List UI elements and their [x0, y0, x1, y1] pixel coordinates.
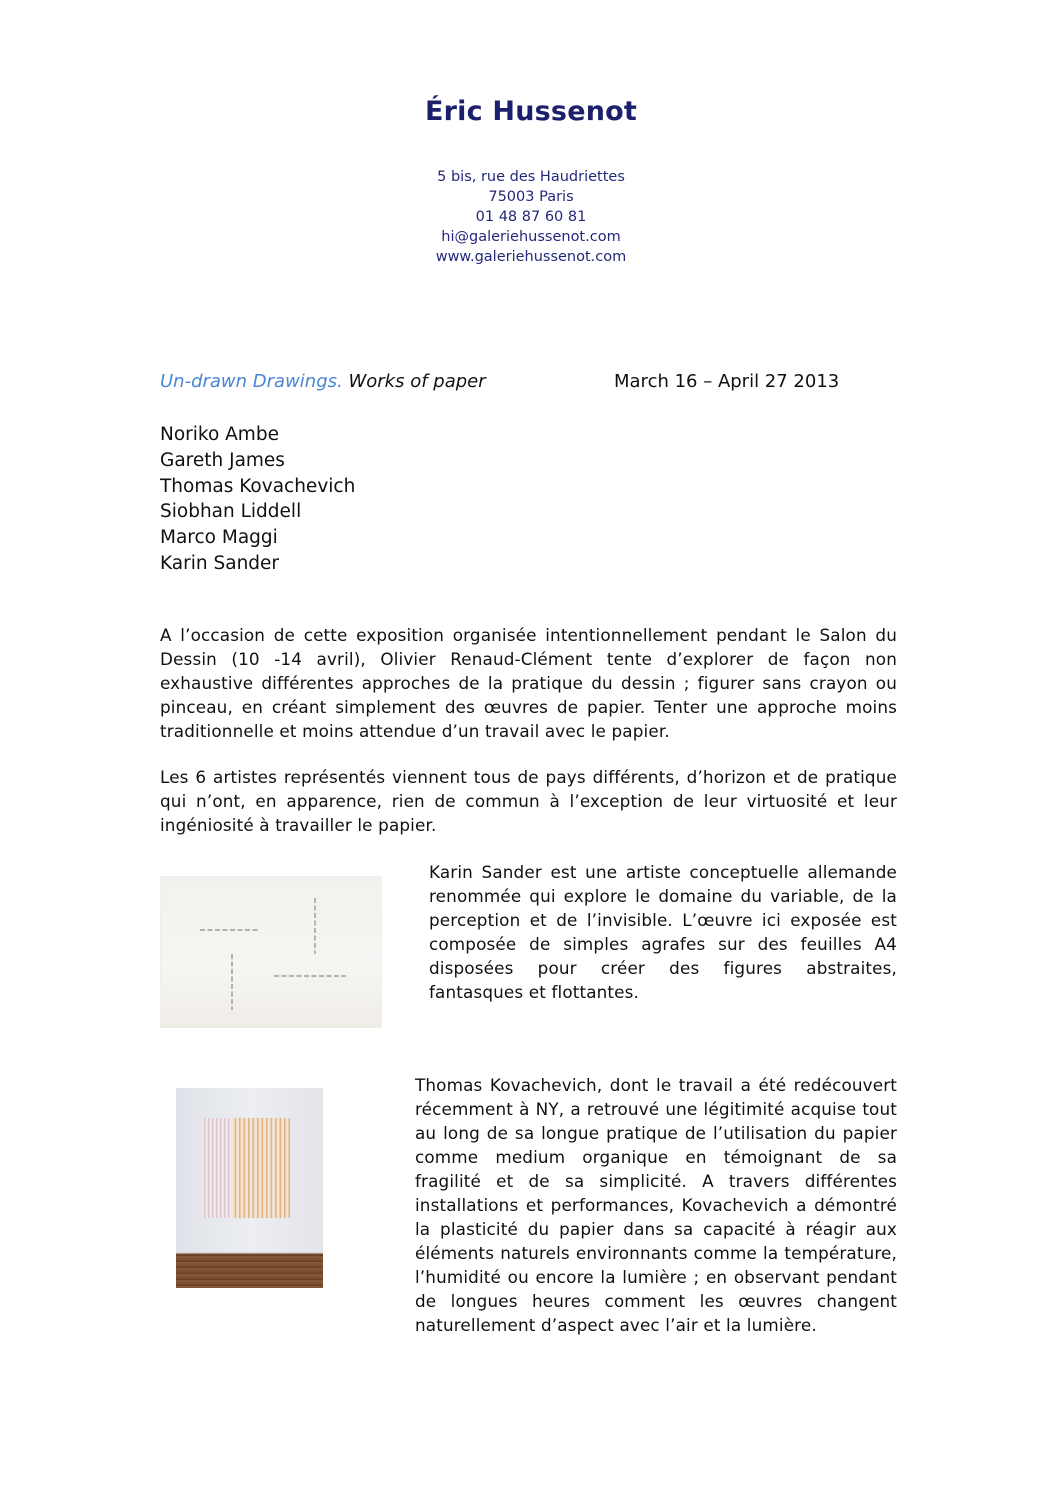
karin-sander-description: Karin Sander est une artiste conceptuelle allemande renommée qui explore le domaine du variable, de la perception et de l’invisible. L’œuvre ici exposée est composée de simples agrafes sur des feuilles A4 disposées pour créer des figures abstraites, fantasques et flottantes.	[429, 862, 897, 1002]
intro-paragraph: A l’occasion de cette exposition organisée intentionnellement pendant le Salon du Dessin (10 -14 avril), Olivier Renaud-Clément tente d’explorer de façon non exhaustive différentes approches de la pratique du dessin ; figurer sans crayon ou pinceau, en créant simplement des œuvres de papier. Tenter une approche moins traditionnelle et moins attendue d’un travail avec le papier.	[160, 625, 897, 741]
artists-paragraph: Les 6 artistes représentés viennent tous de pays différents, d’horizon et de pratique qui n’ont, en apparence, rien de commun à l’exception de leur virtuosité et leur ingéniosité à travailler le papier.	[160, 767, 897, 835]
karin-sander-artwork-image	[160, 876, 382, 1028]
artist-name: Karin Sander	[160, 552, 280, 574]
exhibition-subtitle: Works of paper	[348, 371, 486, 392]
artist-list	[160, 422, 355, 577]
exhibition-dates: March 16 – April 27 2013	[614, 371, 840, 392]
artist-name: Gareth James	[160, 449, 285, 471]
artist-name: Marco Maggi	[160, 527, 278, 549]
exhibition-title-line	[160, 371, 486, 392]
gallery-name: Éric Hussenot	[425, 96, 637, 127]
exhibition-title: Un-drawn Drawings.	[160, 371, 343, 392]
artist-name: Siobhan Liddell	[160, 501, 302, 523]
email-address: hi@galeriehussenot.com	[441, 229, 621, 245]
letterhead	[0, 96, 1058, 267]
postal-city-line: 75003 Paris	[488, 189, 574, 205]
contact-block	[4, 167, 1058, 267]
website-url: www.galeriehussenot.com	[435, 249, 627, 265]
thomas-kovachevich-description: Thomas Kovachevich, dont le travail a été redécouvert récemment à NY, a retrouvé une légitimité acquise tout au long de sa longue pratique de l’utilisation du papier comme medium organique en témoignant de sa fragilité et de sa simplicité. A travers différentes installations et performances, Kovachevich a démontré la plasticité du papier dans sa capacité à réagir aux éléments naturels environnants comme la température, l’humidité ou encore la lumière ; en observant pendant de longues heures comment les œuvres changent naturellement d’aspect avec l’air et la lumière.	[415, 1075, 897, 1335]
staple-figure-icon	[160, 876, 382, 1028]
artist-name: Thomas Kovachevich	[160, 475, 356, 497]
address-line: 5 bis, rue des Haudriettes	[437, 169, 625, 185]
phone-number: 01 48 87 60 81	[475, 209, 587, 225]
thomas-kovachevich-artwork-image	[176, 1088, 323, 1288]
striped-paper-installation-icon	[176, 1088, 323, 1288]
artist-name: Noriko Ambe	[160, 424, 279, 445]
